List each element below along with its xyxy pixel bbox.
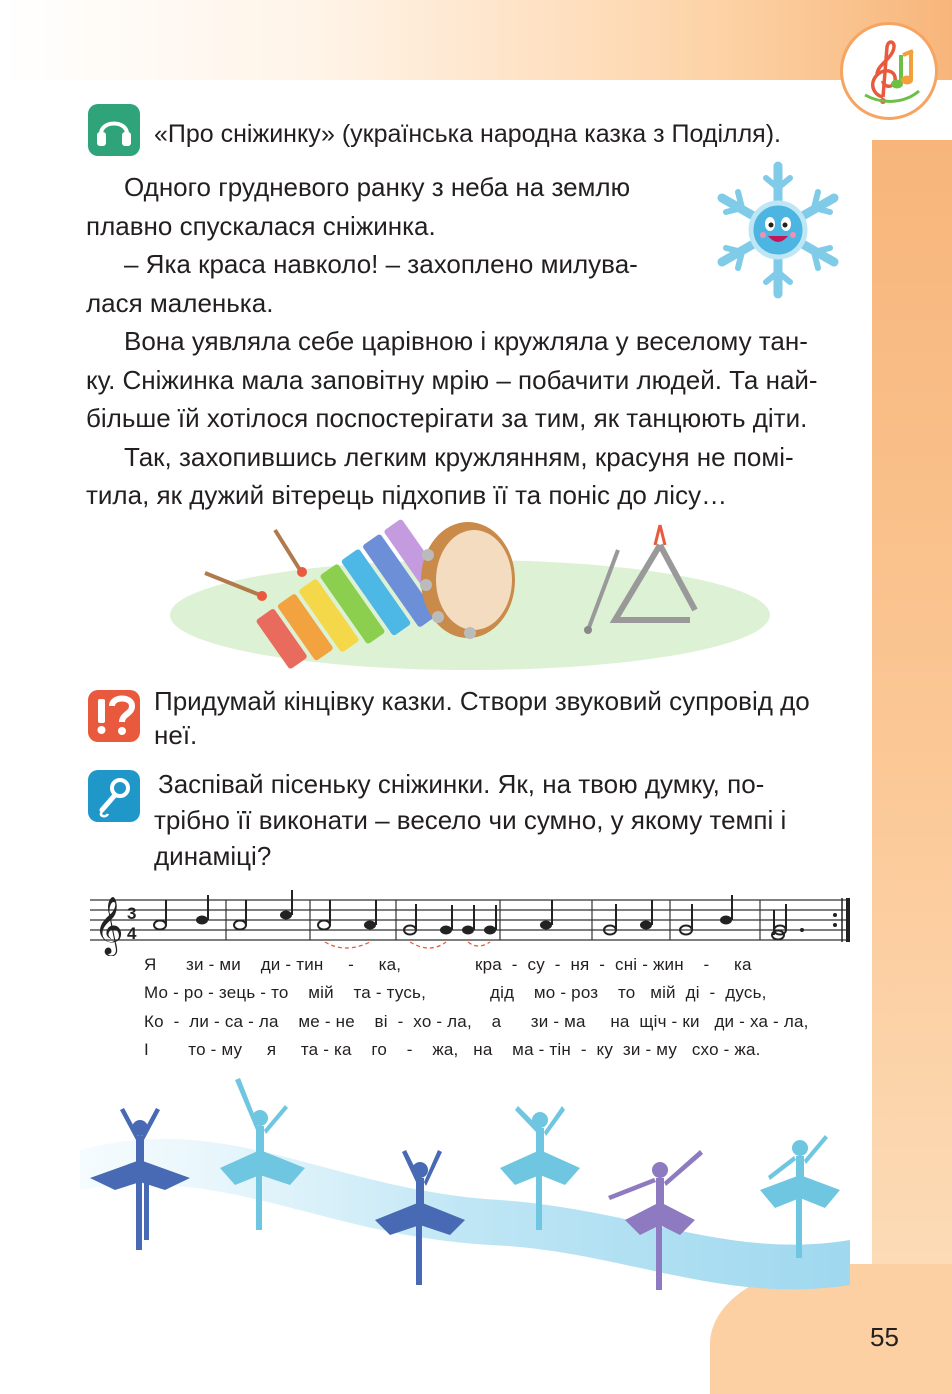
think-task-line: Придумай кінцівку казки. Створи звуковий супровід до — [154, 686, 810, 716]
story-main — [86, 322, 852, 515]
top-gradient-band — [0, 0, 952, 80]
sing-task — [154, 766, 854, 874]
music-staff — [80, 890, 856, 956]
think-task-line: неї. — [154, 720, 198, 750]
think-icon-box — [88, 690, 140, 742]
microphone-icon — [88, 770, 140, 822]
story-line: більше їй хотілося поспостерігати за тим, як танцюють діти. — [86, 403, 808, 433]
music-badge — [840, 22, 938, 120]
dancer-figure — [375, 1150, 465, 1285]
sing-task-line: Заспівай пісеньку сніжинки. Як, на твою думку, по- — [158, 769, 765, 799]
story-line: Так, захопившись легким кружлянням, красуня не помі- — [124, 441, 794, 472]
story-line: – Яка краса навколо! – захоплено милува- — [124, 249, 638, 279]
story-line: тила, як дужий вітерець підхопив її та поніс до лісу… — [86, 480, 728, 510]
listen-title: «Про сніжинку» (українська народна казка з Поділля). — [154, 120, 781, 148]
lyrics-line: І то - му я та - ка го - жа, на ма - тін - ку зи - му схо - жа. — [144, 1040, 761, 1059]
treble-clef-icon: 𝄞 — [94, 896, 124, 954]
page-number: 55 — [870, 1322, 899, 1352]
time-signature-bottom: 4 — [127, 924, 137, 943]
story-line: лася маленька. — [86, 287, 274, 318]
story-line: Одного грудневого ранку з неба на землю — [124, 172, 631, 202]
story-line: ку. Сніжинка мала заповітну мрію – побачити людей. Та най- — [86, 364, 818, 395]
lyrics-line: Я зи - ми ди - тин - ка, кра - су - ня - сні - жин - ка — [144, 955, 752, 974]
time-signature-top: 3 — [127, 904, 137, 923]
tambourine-icon — [420, 522, 515, 639]
snowflake-illustration — [708, 160, 848, 300]
dancers-illustration — [80, 1070, 870, 1310]
instruments-illustration — [170, 515, 770, 675]
listen-icon-box — [88, 104, 140, 156]
story-intro — [86, 168, 688, 322]
sing-task-line: динаміці? — [154, 841, 272, 871]
side-gradient-band — [872, 140, 952, 1394]
dancer-figure — [90, 1108, 190, 1250]
think-task — [154, 684, 854, 752]
story-line: Вона уявляла себе царівною і кружляла у веселому тан- — [124, 326, 808, 356]
story-line: плавно спускалася сніжинка. — [86, 210, 436, 241]
question-exclaim-icon — [88, 690, 140, 742]
lyrics-line: Мо - ро - зець - то мій та - тусь, дід мо - роз то мій ді - дусь, — [144, 983, 767, 1002]
dancer-figure — [760, 1135, 840, 1258]
lyrics-line: Ко - ли - са - ла ме - не ві - хо - ла, а зи - ма на щіч - ки ди - ха - ла, — [144, 1012, 809, 1031]
sing-icon-box — [88, 770, 140, 822]
sing-task-line: трібно її виконати – весело чи сумно, у якому темпі і — [154, 805, 787, 835]
headphones-icon — [88, 104, 140, 156]
treble-clef-icon — [843, 25, 935, 117]
